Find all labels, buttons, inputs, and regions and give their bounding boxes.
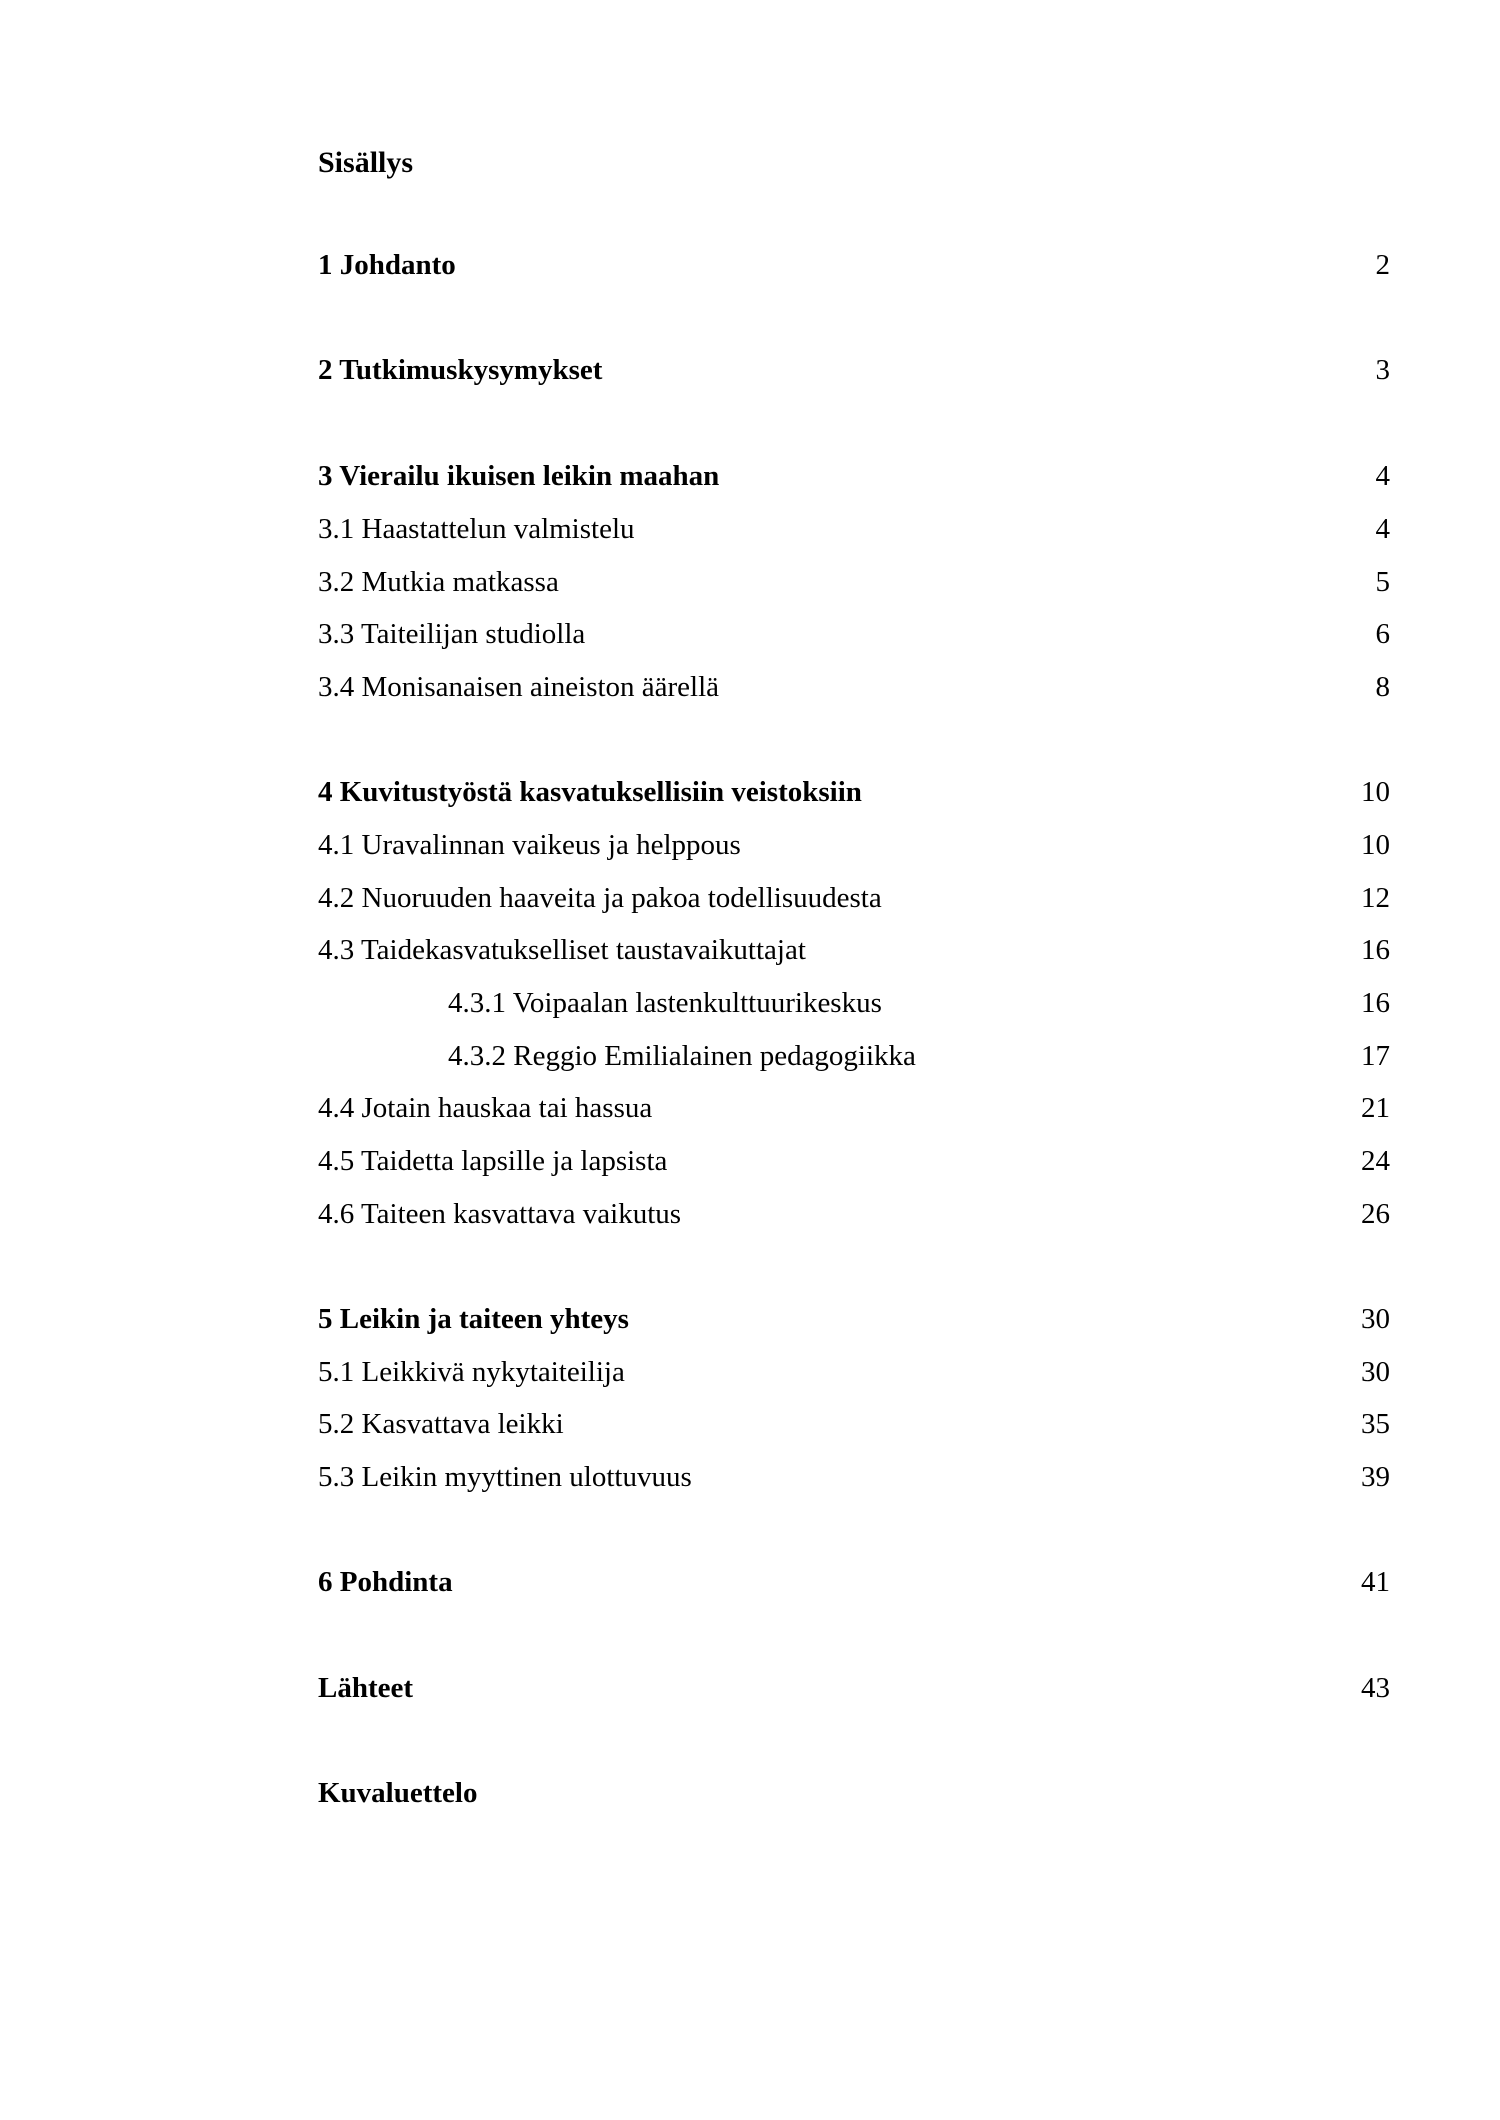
toc-entry-label: Lähteet	[318, 1672, 414, 1704]
toc-entry-label: 3.4 Monisanaisen aineiston äärellä	[318, 671, 720, 703]
toc-entry-page: 24	[1361, 1145, 1390, 1177]
toc-entry-label: 4 Kuvitustyöstä kasvatuksellisiin veistoksiin	[318, 776, 862, 808]
toc-entry-subsection	[318, 983, 1390, 1023]
toc-entry-section	[318, 667, 1390, 707]
toc-entry-section	[318, 930, 1390, 970]
toc-entry-page: 6	[1375, 618, 1390, 650]
toc-entry-label: 2 Tutkimuskysymykset	[318, 354, 603, 386]
toc-entry-chapter	[318, 1668, 1390, 1708]
toc-entry-section	[318, 1141, 1390, 1181]
toc-entry-label: 5.3 Leikin myyttinen ulottuvuus	[318, 1461, 692, 1493]
toc-entry-label: 4.1 Uravalinnan vaikeus ja helppous	[318, 829, 741, 861]
toc-entry-page: 12	[1361, 882, 1390, 914]
toc-entry-section	[318, 825, 1390, 865]
toc-entry-label: 4.4 Jotain hauskaa tai hassua	[318, 1092, 653, 1124]
toc-entry-label: 4.2 Nuoruuden haaveita ja pakoa todellisuudesta	[318, 882, 882, 914]
toc-entry-page: 3	[1375, 354, 1390, 386]
toc-entry-page: 30	[1361, 1303, 1390, 1335]
toc-entry-label: 4.5 Taidetta lapsille ja lapsista	[318, 1145, 668, 1177]
toc-entry-label: 4.3 Taidekasvatukselliset taustavaikuttajat	[318, 934, 806, 966]
toc-entry-page: 4	[1375, 513, 1390, 545]
toc-entry-section	[318, 1088, 1390, 1128]
toc-entry-label: 1 Johdanto	[318, 249, 456, 281]
toc-entry-section	[318, 1352, 1390, 1392]
toc-entry-page: 10	[1361, 829, 1390, 861]
toc-entry-chapter	[318, 1562, 1390, 1602]
toc-entry-page: 17	[1361, 1040, 1390, 1072]
toc-entry-chapter	[318, 1299, 1390, 1339]
toc-entry-label: 4.3.1 Voipaalan lastenkulttuurikeskus	[448, 987, 882, 1019]
toc-entry-page: 16	[1361, 987, 1390, 1019]
toc-entry-label: 3 Vierailu ikuisen leikin maahan	[318, 460, 720, 492]
toc-entry-page: 16	[1361, 934, 1390, 966]
toc-entry-page: 8	[1375, 671, 1390, 703]
toc-entry-section	[318, 1404, 1390, 1444]
toc-entry-chapter	[318, 772, 1390, 812]
toc-entry-section	[318, 878, 1390, 918]
toc-entry-section	[318, 1194, 1390, 1234]
toc-entry-page: 41	[1361, 1566, 1390, 1598]
toc-entry-subsection	[318, 1036, 1390, 1076]
toc-entry-section	[318, 1457, 1390, 1497]
toc-title: Sisällys	[318, 146, 414, 179]
toc-entry-page: 2	[1375, 249, 1390, 281]
toc-entry-page: 43	[1361, 1672, 1390, 1704]
toc-entry-label: 3.3 Taiteilijan studiolla	[318, 618, 586, 650]
toc-entry-label: 3.1 Haastattelun valmistelu	[318, 513, 635, 545]
toc-entry-label: Kuvaluettelo	[318, 1777, 478, 1809]
toc-entry-page: 35	[1361, 1408, 1390, 1440]
toc-entry-page: 26	[1361, 1198, 1390, 1230]
toc-entry-chapter	[318, 456, 1390, 496]
toc-entry-label: 5.2 Kasvattava leikki	[318, 1408, 564, 1440]
toc-entry-label: 5.1 Leikkivä nykytaiteilija	[318, 1356, 625, 1388]
toc-entry-label: 5 Leikin ja taiteen yhteys	[318, 1303, 629, 1335]
toc-entry-label: 4.6 Taiteen kasvattava vaikutus	[318, 1198, 682, 1230]
toc-entry-page: 10	[1361, 776, 1390, 808]
toc-entry-page: 39	[1361, 1461, 1390, 1493]
toc-entry-chapter	[318, 1773, 1390, 1813]
toc-entry-chapter	[318, 245, 1390, 285]
toc-entry-label: 4.3.2 Reggio Emilialainen pedagogiikka	[448, 1040, 916, 1072]
toc-entry-page: 4	[1375, 460, 1390, 492]
toc-entry-page: 30	[1361, 1356, 1390, 1388]
toc-entry-section	[318, 614, 1390, 654]
toc-entry-chapter	[318, 350, 1390, 390]
toc-entry-page: 5	[1375, 566, 1390, 598]
toc-entry-label: 3.2 Mutkia matkassa	[318, 566, 559, 598]
toc-entry-page: 21	[1361, 1092, 1390, 1124]
toc-entry-label: 6 Pohdinta	[318, 1566, 453, 1598]
toc-entry-section	[318, 562, 1390, 602]
toc-entry-section	[318, 509, 1390, 549]
